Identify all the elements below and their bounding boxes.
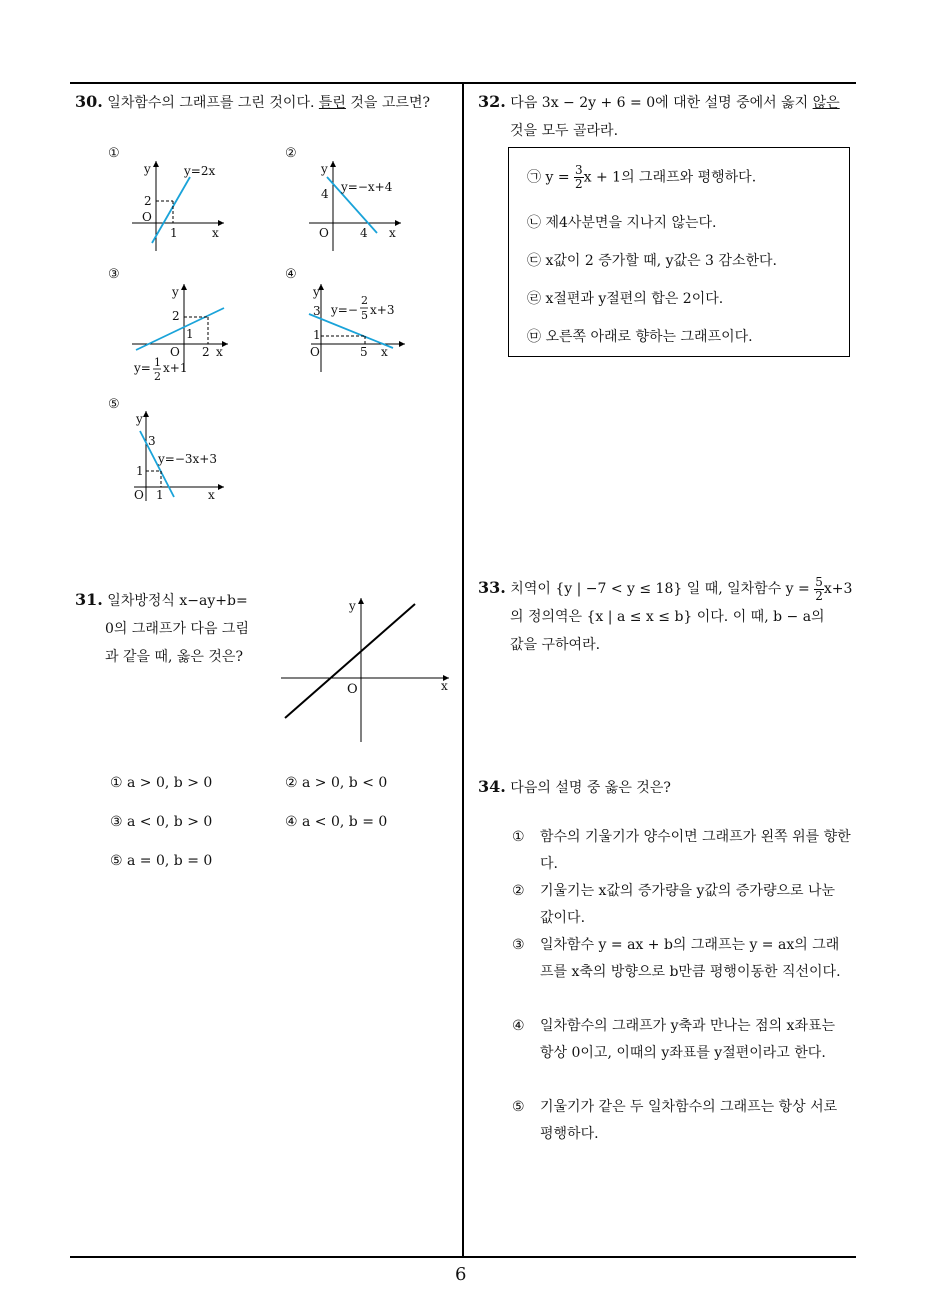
q30-underline: 틀린 — [318, 95, 346, 111]
q30-4-origin: O — [310, 345, 320, 359]
q30-3-tick-x: 2 — [202, 345, 210, 359]
q32-item-1-num: 3 — [575, 163, 583, 177]
q30-stem — [75, 88, 430, 117]
q30-5-origin: O — [134, 488, 144, 502]
q30-1-ylabel: y — [144, 162, 151, 176]
q30-option-3-mark[interactable]: ③ — [108, 267, 120, 282]
q32-number: 32. — [478, 92, 506, 111]
q30-4-eq-prefix: y=− — [331, 303, 358, 317]
q33-number: 33. — [478, 578, 506, 597]
q30-option-4-graph — [305, 280, 415, 380]
q34-text: 다음의 설명 중 옳은 것은? — [510, 780, 671, 796]
q32-statement-box — [508, 147, 850, 357]
q34-option-2-text: 기울기는 x값의 증가량을 y값의 증가량으로 나눈 값이다. — [540, 883, 836, 926]
q32-item-4-mark: ㉣ — [527, 291, 541, 307]
q30-5-tick-x: 1 — [156, 488, 164, 502]
q32-item-1[interactable] — [527, 164, 756, 191]
q33-line1-pre: 치역이 {y | −7 < y ≤ 18} 일 때, 일차함수 y = — [510, 581, 815, 597]
q30-1-tick-x: 1 — [170, 226, 178, 240]
q32-item-1-pre: y = — [545, 169, 574, 186]
q30-text-before: 일차함수의 그래프를 그린 것이다. — [107, 95, 319, 111]
q30-3-eq-suffix: x+1 — [163, 361, 188, 375]
q30-number: 30. — [75, 92, 103, 111]
q32-item-1-mark: ㉠ — [527, 169, 541, 186]
q31-origin: O — [347, 682, 358, 697]
q31-line2: 0의 그래프가 다음 그림 — [105, 621, 249, 637]
q32-item-3-mark: ㉢ — [527, 253, 541, 269]
q30-1-eq: y=2x — [184, 164, 216, 178]
q30-3-eq-num: 1 — [154, 356, 161, 369]
q32-line2: 것을 모두 골라라. — [510, 123, 619, 139]
q30-4-eq-suffix: x+3 — [370, 303, 395, 317]
q30-option-1-graph — [128, 155, 238, 255]
column-divider — [462, 82, 464, 1258]
q34-option-1[interactable] — [512, 824, 852, 878]
q31-option-4[interactable]: ④ a < 0, b = 0 — [285, 814, 388, 830]
q30-3-ylabel: y — [172, 285, 179, 299]
q34-number: 34. — [478, 777, 506, 796]
q30-4-eq-num: 2 — [361, 294, 368, 307]
q33-stem — [478, 574, 863, 659]
q30-3-tick-y1: 1 — [186, 327, 194, 341]
q30-4-tick-y1: 1 — [313, 328, 321, 342]
q30-5-tick-y1: 1 — [136, 464, 144, 478]
q30-2-tick-x: 4 — [360, 226, 368, 240]
q33-line3: 값을 구하여라. — [510, 637, 601, 653]
q34-option-1-mark: ① — [512, 829, 525, 845]
q32-item-5[interactable] — [527, 326, 753, 346]
q30-5-xlabel: x — [208, 488, 215, 502]
q30-4-xlabel: x — [381, 345, 388, 359]
q34-option-5[interactable] — [512, 1094, 852, 1148]
q34-option-4-mark: ④ — [512, 1018, 525, 1034]
q31-option-5[interactable]: ⑤ a = 0, b = 0 — [110, 853, 213, 869]
q30-1-tick-y: 2 — [144, 194, 152, 208]
q30-option-2-graph — [305, 155, 415, 255]
q31-line3: 과 같을 때, 옳은 것은? — [105, 649, 243, 665]
q33-line1 — [478, 574, 863, 603]
q33-line1-post: x+3 — [823, 581, 853, 597]
q34-option-3-text: 일차함수 y = ax + b의 그래프는 y = ax의 그래프를 x축의 방향으로 b만큼 평행이동한 직선이다. — [540, 937, 841, 980]
q30-2-tick-y: 4 — [321, 187, 329, 201]
q34-option-4-text: 일차함수의 그래프가 y축과 만나는 점의 x좌표는 항상 0이고, 이때의 y좌표를 y절편이라고 한다. — [540, 1018, 836, 1061]
q32-item-5-mark: ㉤ — [527, 329, 541, 345]
q32-item-3-text: x값이 2 증가할 때, y값은 3 감소한다. — [545, 253, 777, 269]
q32-item-1-den: 2 — [575, 177, 583, 191]
q30-option-5-graph — [128, 405, 238, 505]
q31-option-1[interactable]: ① a > 0, b > 0 — [110, 775, 213, 791]
q30-5-ylabel: y — [136, 412, 143, 426]
q33-line2: 의 정의역은 {x | a ≤ x ≤ b} 이다. 이 때, b − a의 — [510, 609, 825, 625]
q34-option-5-mark: ⑤ — [512, 1099, 525, 1115]
q33-frac-den: 2 — [815, 588, 823, 603]
q32-item-2[interactable] — [527, 212, 716, 232]
q31-graph — [275, 592, 455, 744]
q30-4-tick-y3: 3 — [313, 304, 321, 318]
q31-stem — [75, 586, 275, 671]
q30-2-ylabel: y — [321, 162, 328, 176]
q32-item-1-post: x + 1의 그래프와 평행하다. — [583, 169, 757, 186]
q32-line1-before: 다음 3x − 2y + 6 = 0에 대한 설명 중에서 옳지 — [510, 95, 813, 111]
q30-1-origin: O — [142, 210, 152, 224]
q32-item-2-mark: ㉡ — [527, 215, 541, 231]
q30-2-eq: y=−x+4 — [341, 180, 393, 194]
q30-option-2-mark[interactable]: ② — [285, 146, 297, 161]
q30-option-5-mark[interactable]: ⑤ — [108, 397, 120, 412]
q34-option-2[interactable] — [512, 878, 852, 932]
q30-5-tick-y3: 3 — [148, 434, 156, 448]
q30-2-origin: O — [319, 226, 329, 240]
q30-text-after: 것을 고르면? — [345, 95, 430, 111]
q32-line1 — [478, 88, 863, 117]
q34-option-3[interactable] — [512, 932, 852, 986]
q32-underline: 않은 — [812, 95, 840, 111]
q33-frac-num: 5 — [815, 574, 823, 589]
q30-2-xlabel: x — [389, 226, 396, 240]
q31-option-2[interactable]: ② a > 0, b < 0 — [285, 775, 388, 791]
q34-option-2-mark: ② — [512, 883, 525, 899]
q30-option-1-mark[interactable]: ① — [108, 146, 120, 161]
q31-line1-wrap — [75, 586, 275, 615]
q32-item-5-text: 오른쪽 아래로 향하는 그래프이다. — [545, 329, 753, 345]
q32-item-2-text: 제4사분면을 지나지 않는다. — [545, 215, 717, 231]
q30-3-xlabel: x — [216, 345, 223, 359]
q30-1-xlabel: x — [212, 226, 219, 240]
q30-3-eq-prefix: y= — [134, 361, 151, 375]
q32-item-4[interactable] — [527, 288, 723, 308]
q30-option-4-mark[interactable]: ④ — [285, 267, 297, 282]
q30-4-ylabel: y — [313, 285, 320, 299]
q34-option-1-text: 함수의 기울기가 양수이면 그래프가 왼쪽 위를 향한다. — [540, 829, 851, 872]
q32-item-3[interactable] — [527, 250, 777, 270]
q30-option-3-graph — [128, 280, 238, 390]
bottom-rule — [70, 1256, 856, 1258]
q32-stem — [478, 88, 863, 145]
q31-option-3[interactable]: ③ a < 0, b > 0 — [110, 814, 213, 830]
q31-xlabel: x — [441, 679, 448, 693]
q34-stem — [478, 773, 671, 802]
q30-4-eq-den: 5 — [361, 309, 368, 322]
q34-option-5-text: 기울기가 같은 두 일차함수의 그래프는 항상 서로 평행하다. — [540, 1099, 838, 1142]
q30-3-tick-y2: 2 — [172, 309, 180, 323]
page-number: 6 — [455, 1264, 467, 1285]
q31-ylabel: y — [349, 599, 356, 613]
q32-item-4-text: x절편과 y절편의 합은 2이다. — [545, 291, 724, 307]
q30-3-eq-den: 2 — [154, 370, 161, 383]
q34-option-4[interactable] — [512, 1013, 852, 1067]
q30-4-tick-x: 5 — [360, 345, 368, 359]
q30-3-origin: O — [170, 345, 180, 359]
q30-5-eq: y=−3x+3 — [158, 452, 217, 466]
q34-option-3-mark: ③ — [512, 937, 525, 953]
q31-number: 31. — [75, 590, 103, 609]
q31-line1: 일차방정식 x−ay+b= — [107, 593, 248, 609]
